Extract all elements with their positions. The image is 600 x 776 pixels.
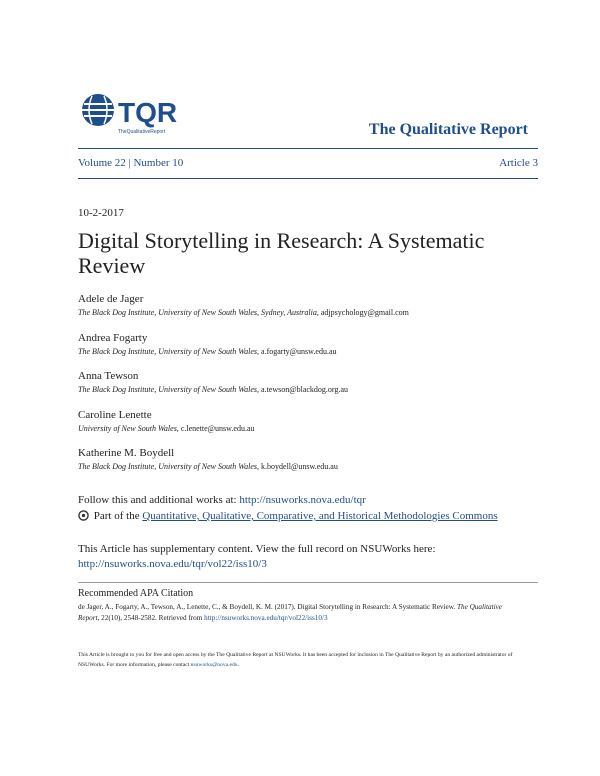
supplementary-link[interactable]: http://nsuworks.nova.edu/tqr/vol22/iss10/3 <box>78 558 267 570</box>
volume-link[interactable]: Volume 22 <box>78 157 126 169</box>
number-link[interactable]: Number 10 <box>133 157 184 169</box>
tqr-logo <box>78 92 196 136</box>
author-affiliation: University of New South Wales, c.lenette@unsw.edu.au <box>78 423 255 433</box>
author-affiliation: The Black Dog Institute, University of New South Wales, a.tewson@blackdog.org.au <box>78 385 348 394</box>
issue-info <box>78 157 183 169</box>
logo-text: TQR <box>118 97 178 128</box>
author-entry <box>78 409 518 448</box>
citation-link[interactable]: http://nsuworks.nova.edu/tqr/vol22/iss10/3 <box>204 614 328 622</box>
article-number[interactable]: Article 3 <box>499 157 538 169</box>
author-affiliation: The Black Dog Institute, University of New South Wales, a.fogarty@unsw.edu.au <box>78 346 337 356</box>
follow-line <box>78 494 366 506</box>
partof-line <box>78 510 498 522</box>
citation-heading: Recommended APA Citation <box>78 588 194 599</box>
author-affiliation: The Black Dog Institute, University of New South Wales, Sydney, Australia, adjpsychology@gmail.com <box>78 308 409 317</box>
author-name: Caroline Lenette <box>78 408 152 421</box>
supplementary-text: This Article has supplementary content. View the full record on NSUWorks here: <box>78 543 436 555</box>
author-email: c.lenette@unsw.edu.au <box>180 423 255 433</box>
issue-separator: | <box>128 157 131 169</box>
author-name: Katherine M. Boydell <box>78 447 175 459</box>
author-entry <box>78 293 518 332</box>
author-entry <box>78 332 518 371</box>
publication-date: 10-2-2017 <box>78 207 124 219</box>
author-name: Andrea Fogarty <box>78 331 148 344</box>
author-entry <box>78 370 518 409</box>
author-affiliation: The Black Dog Institute, University of New South Wales, k.boydell@unsw.edu.au <box>78 462 338 471</box>
supplementary-note <box>78 542 518 572</box>
follow-link[interactable]: http://nsuworks.nova.edu/tqr <box>239 494 366 506</box>
article-title: Digital Storytelling in Research: A Systematic Review <box>78 228 485 278</box>
divider-citation <box>78 582 538 583</box>
author-email: k.boydell@unsw.edu.au <box>261 462 338 471</box>
open-access-icon <box>78 510 89 521</box>
globe-icon <box>78 92 196 136</box>
author-list <box>78 293 518 486</box>
divider-bottom <box>78 178 538 179</box>
partof-prefix: Part of the <box>93 510 140 522</box>
author-email: a.fogarty@unsw.edu.au <box>261 346 337 356</box>
citation-journal: The Qualitative Report <box>78 603 502 622</box>
commons-link[interactable]: Quantitative, Qualitative, Comparative, and Historical Methodologies Commons <box>142 510 498 522</box>
author-entry <box>78 447 518 486</box>
author-name: Anna Tewson <box>78 370 139 382</box>
contact-email-link[interactable]: nsuworks@nova.edu <box>190 662 238 668</box>
author-name: Adele de Jager <box>78 293 144 305</box>
citation-text: de Jager, A., Fogarty, A., Tewson, A., Lenette, C., & Boydell, K. M. (2017). Digital Storytelling in Research: A Systematic Review. The Qualitative Report, 22(10), 2548-2582. Retrieved from http://nsuworks.nova.edu/tqr/vol22/iss10/3 <box>78 603 502 622</box>
journal-name[interactable]: The Qualitative Report <box>368 121 528 138</box>
author-email: adjpsychology@gmail.com <box>320 308 409 317</box>
divider-top <box>78 148 538 149</box>
fineprint: This Article is brought to you for free and open access by the The Qualitative Report at NSUWorks. It has been accepted for inclusion in The Qualitative Report by an authorized administrator of NSUWorks. For more information, please contact nsuworks@nova.edu. <box>78 652 513 668</box>
follow-text: Follow this and additional works at: <box>78 494 237 506</box>
author-email: a.tewson@blackdog.org.au <box>261 385 348 394</box>
logo-tagline: TheQualitativeReport <box>118 129 166 135</box>
